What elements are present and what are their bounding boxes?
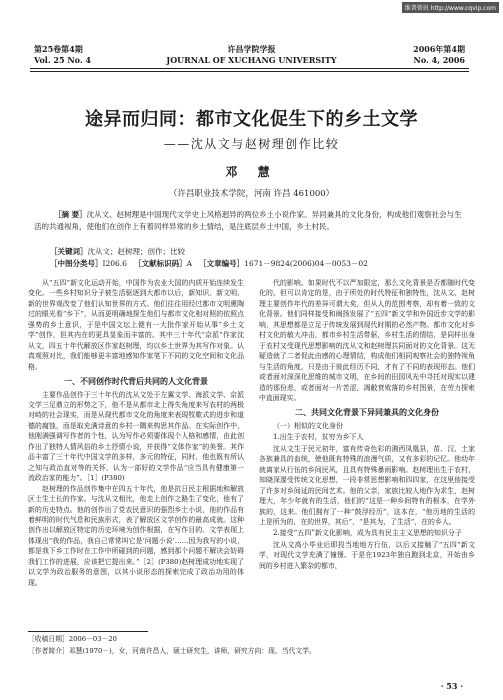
- footnote-rule: [28, 631, 148, 632]
- section-heading: 一、不同创作时代背后共同的人文化背景: [64, 376, 208, 387]
- author-name: 邓 慧: [225, 165, 278, 179]
- keywords-label: ［关键词］: [50, 247, 88, 256]
- body-paragraph: 沈从文高小毕业后即投当地地方行伍，以后又接触了“五四”新文学，对现代文学充满了憧憬。于是在1923年独自跑到北京，开始由乡间的乡村进入繁杂的都市，: [259, 540, 475, 570]
- article-title: 途异而归同：都市文化促生下的乡土文学: [85, 109, 418, 130]
- volume-en: Vol. 25 No. 4: [34, 55, 91, 65]
- footnote-author-bio: ［作者简介］邓慧(1970－)，女，河南许昌人，硕士研究生，讲师，研究方向：现、当代文学。: [28, 647, 316, 655]
- clc-code: I206.6: [102, 259, 127, 268]
- issue-en: No. 4, 2006: [413, 55, 465, 65]
- clc-label: ［中图分类号］: [50, 259, 103, 268]
- keywords-text: 沈从文；赵树理；创作；比较: [87, 247, 185, 256]
- doc-code-label: ［文献标识码］: [134, 259, 187, 268]
- subsection-heading: （一）相似的文化身份: [273, 421, 343, 430]
- header-rule-thin: [30, 71, 469, 72]
- journal-name-en: JOURNAL OF XUCHANG UNIVERSITY: [166, 55, 337, 65]
- page-number: · 53 ·: [440, 681, 463, 691]
- abstract-label: ［摘 要］: [54, 210, 87, 219]
- classification-line: [50, 258, 463, 270]
- article-no: 1671－9824(2006)04－0053－02: [244, 259, 368, 268]
- doc-code: A: [186, 259, 193, 268]
- abstract: [34, 209, 463, 233]
- footnote-received: ［收稿日期］2006－03－20: [28, 635, 117, 643]
- journal-issue: [413, 44, 465, 66]
- article-subtitle: ——沈从文与赵树理创作比较: [163, 137, 340, 151]
- subsection-heading: 2.接受“五四”新文化影响，成为具有民主主义思想的知识分子: [273, 529, 462, 538]
- article-no-label: ［文章编号］: [199, 259, 245, 268]
- body-column-right: [259, 278, 475, 571]
- author-affiliation: （许昌职业技术学院，河南 许昌 461000）: [168, 189, 335, 199]
- body-paragraph: 从“五四”新文化运动开始，中国作为农业大国的内质开始连续发生变化。一些乡村知识分子被生活驱逐到大都市以后，新知识、新文明、新的世界观改变了他们认知世界的方式。他们往往用经过都市文明熏陶过的眼光看“乡下”，从而更明确地探生他们与都市文化相对照的依照点强势的乡土意识，于是中国文坛上便有一大批作家开始从事“乡土文学”创作，但其内在的更具显象而丰富的。其中三十年代“京派”作家沈从文，四五十年代解放区作家赵树理，均以乡土世界为其写作对象。认真观照对比，我们能够更丰富地感知作家笔下不同的文化空间和文化品格。: [28, 279, 244, 371]
- subsection-heading: 1.出生于农村，贫穷为乡下人: [273, 433, 364, 442]
- volume-cn: 第25卷第4期: [34, 44, 83, 54]
- body-paragraph: 赵树理的作品创作集中在四五十年代，他是抗日民主根据地和解放区土生土长的作家。与沈从文相比，他走上创作之路生了变化，他有了新的历史特点。他的创作出了党农民意识的强烈乡土小说，他的作品有着鲜明的时代气息和民族形式，表了解放区文学创作的最高成就。这种创作出以解放区特定的历史环境为创作根据，在写作目的、文学表现上体现出“我的作品，我自己常常叫它是‘问题小说’……因为我写的小说，都是我下乡工作时在工作中所碰到的问题，感到那个问题不解决会妨碍我们工作的进展，应该把它提出来。”［2］(P380)赵树理成功地实现了以文学为政治服务的意图，以其小说形态的探索完成了政治功用的体现。: [28, 484, 244, 587]
- keywords: [50, 246, 463, 258]
- journal-name-cn: 许昌学院学报: [227, 44, 276, 54]
- body-paragraph: 主要作品创作于三十年代的沈从文处于左翼文学、海派文学、京派文学三足鼎立的形势之下，他不是从都市北上得失角度来写农村的两极对峙的社会现实，而是从现代都市文化的角度来表现牧歌式的进步和道德的腐蚀，而是取充满诗意的乡村一隅来构思其作品。在实际创作中，他刚满强调写作者的个性，认为写作必须要体现个人格和感情，由此创作出了独特人情风俗的乡土抒情小说，并获得“文体作家”的美誉。其作品丰富了三十年代中国文学的多样，多元的特征，同时，他也既有所认之知与政治直对等的关怀，认为一部好的文学作品“应当具有健康第一流政治家的能力”。［1］(P380): [28, 390, 244, 483]
- abstract-text: 沈从文、赵树理是中国现代文学史上风格迥异的两位乡土小说作家。异同兼具的文化身份，构成他们观察社会与生活的共通视角，使他们在创作上有着同样异常的乡土情结，是注底层乡土中国，乡土村民。: [34, 210, 462, 231]
- section-heading: 二、共同文化背景下异同兼具的文化身份: [295, 407, 439, 418]
- body-paragraph: 沈从文生于民元初年，富有传奇色彩的湘西凤凰县，苗、汉、土家各族兼具的血统，使他既有特殊的浪漫气质，又有多彩的记忆。他幼年就离家从行伍的乡间民风，且具有特殊暴雨影响。赵树理出生于农村，知晓深邃受传统文化思想，一段非常思想影响和四四家，在这里他接受了许多对乡间延的民间艺术。他的父亲，家族比较人地作为求生，赵树理大，年少年就有的生活，他们的“这是一种乡间特有的根本，在学外族的，这来。他们拥有了一种“鼓浮经历”，这本在，“他历地的生活的上是所为的，在的世界，其后”，“是其为，了生活”，在的乡人。: [259, 444, 475, 526]
- body-paragraph: 代的影响。如果时代不以严加限定，那么文化背景是否都随时代变化的。但可以肯定的是，由于所处的时代特征和独特性，沈从文、赵树理主要创作年代的差异可谓大矣，但从人的范围考察，却有着一致的文化背景。他们同样接受和阐扬发展了“五四”新文学和外国近步文学的影响，其思想都是立足于传统发展到现代时期的必然产物。都市文化对乡村文化的敏大冲击，都市乡村生活带驱，乡村生活的情结，是同样出身于农村又受现代思想影响的沈从文和赵树理共同面对的文化背景。这无疑造就了二者促此由感的心理情结，构成他们相同观察社会的独特视角与生活的角度，只是由于彼此经历不同，才有了不同的表现形态。他们或者面对深深化思维的城市文明，在乡间的田园风光中寻托对现实以建造的那份悲，或者面对一片苦涩，凋敝衰败落的乡村图景，在劳力探索中直面现实。: [259, 279, 475, 402]
- issue-cn: 2006年第4期: [413, 44, 465, 54]
- watermark: 维普资讯 http://www.cqvip.com: [402, 2, 499, 13]
- body-column-left: [28, 278, 244, 588]
- header-rule-thick: [30, 68, 469, 69]
